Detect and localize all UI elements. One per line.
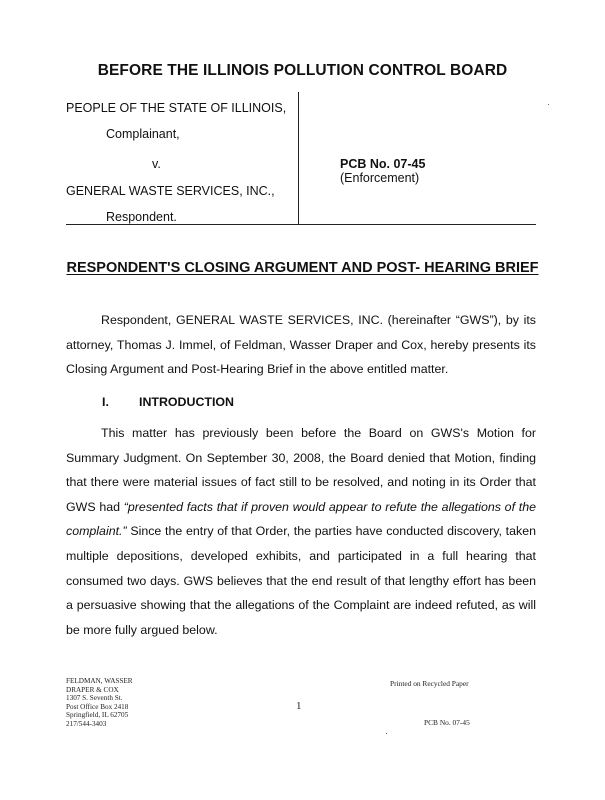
body-text-end: Since the entry of that Order, the parties have conducted discovery, taken multiple depositions, developed exhibits, and participated in a full hearing that consumed two days. GWS believes that the end result of that lengthy effort has been a persuasive showing that the allegations of the Complaint are indeed refuted, as will be more fully argued below. <box>66 524 536 637</box>
recycled-paper-note: Printed on Recycled Paper <box>390 679 469 688</box>
firm-line: FELDMAN, WASSER <box>66 677 133 685</box>
section-number: I. <box>102 395 109 409</box>
caption-horizontal-divider <box>66 224 536 225</box>
body-text-start: This matter has previously been before the Board on GWS's Motion for Summary Judgment. On September 30, 2008, the Board denied that Motion, finding that there were material issues of fact still to be resolved, and noting in its Order that GWS had <box>66 426 536 514</box>
complainant-name: PEOPLE OF THE STATE OF ILLINOIS, <box>66 101 287 115</box>
scan-speck <box>386 733 387 734</box>
body-paragraph <box>66 421 536 642</box>
body-quote: “presented facts that if proven would appear to refute the allegations of the complaint.” <box>66 499 536 539</box>
firm-line: 217/544-3403 <box>66 719 107 728</box>
brief-title: RESPONDENT'S CLOSING ARGUMENT AND POST- HEARING BRIEF <box>66 260 539 276</box>
case-type: (Enforcement) <box>340 171 420 185</box>
firm-address-block <box>66 677 133 729</box>
respondent-role: Respondent. <box>106 210 177 224</box>
footer-case-reference: PCB No. 07-45 <box>424 718 470 727</box>
scan-speck <box>548 104 549 105</box>
firm-line: Post Office Box 2418 <box>66 702 129 711</box>
firm-line: 1307 S. Seventh St. <box>66 694 123 703</box>
caption-vertical-divider <box>298 92 299 225</box>
firm-line: Springfield, IL 62705 <box>66 711 129 720</box>
page-number: 1 <box>296 700 302 712</box>
firm-line: DRAPER & COX <box>66 685 119 694</box>
section-title: INTRODUCTION <box>139 395 234 409</box>
intro-paragraph: Respondent, GENERAL WASTE SERVICES, INC. (hereinafter “GWS”), by its attorney, Thomas J. Immel, of Feldman, Wasser Draper and Cox, hereby presents its Closing Argument and Post-Hearing Brief in the above entitled matter. <box>66 313 536 377</box>
versus-label: v. <box>152 157 161 171</box>
case-number: PCB No. 07-45 <box>340 157 426 171</box>
board-title: BEFORE THE ILLINOIS POLLUTION CONTROL BOARD <box>97 62 508 79</box>
complainant-role: Complainant, <box>106 127 180 141</box>
respondent-name: GENERAL WASTE SERVICES, INC., <box>66 184 275 198</box>
